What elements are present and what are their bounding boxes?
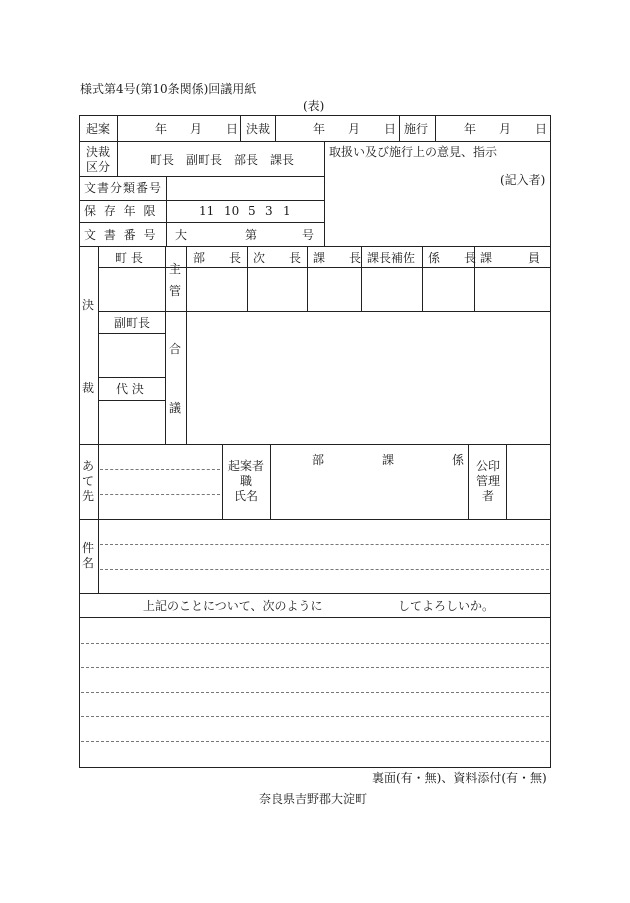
hozon-value-11: 11 xyxy=(199,204,215,218)
opinion-label: 取扱い及び施行上の意見、指示 xyxy=(329,145,498,159)
col-kacho: 課 長 xyxy=(313,251,362,265)
col-jicho: 次 長 xyxy=(253,251,302,265)
kian-label: 起案 xyxy=(86,122,111,136)
kenmei-label: 件名 xyxy=(81,541,94,570)
hozon-value-5: 5 xyxy=(248,204,256,218)
kessai-kubun-label: 決裁 区分 xyxy=(86,145,111,174)
koin-kanrisha-label: 公印 管理 者 xyxy=(475,459,500,503)
hozon-label: 保 存 年 限 xyxy=(84,204,158,218)
atesaki-label: あて先 xyxy=(81,459,94,503)
recorder-label: (記入者) xyxy=(500,173,546,187)
shiko-month: 月 xyxy=(499,122,512,136)
shukan-top: 主 xyxy=(169,262,182,276)
kian-year: 年 xyxy=(155,122,168,136)
kian-day: 日 xyxy=(226,122,239,136)
shiko-year: 年 xyxy=(464,122,477,136)
bangou-daiji: 第 xyxy=(245,228,258,242)
bunrui-label: 文書分類番号 xyxy=(84,181,163,195)
col-kacho-hosa: 課長補佐 xyxy=(367,251,416,265)
hozon-value-10: 10 xyxy=(224,204,240,218)
addr-ka: 課 xyxy=(382,453,395,467)
chocho-label: 町 長 xyxy=(115,251,143,265)
addr-kakari: 係 xyxy=(452,453,465,467)
aigi-bottom: 議 xyxy=(169,401,182,415)
request-text-a: 上記のことについて、次のように xyxy=(143,599,323,613)
side-label: (表) xyxy=(303,99,325,113)
form-title: 様式第4号(第10条関係)回議用紙 xyxy=(80,82,257,96)
kessai-year: 年 xyxy=(313,122,326,136)
shukan-bottom: 管 xyxy=(169,284,182,298)
col-bucho: 部 長 xyxy=(193,251,242,265)
town-name: 奈良県吉野郡大淀町 xyxy=(259,792,368,806)
kessai-side-bottom: 裁 xyxy=(82,381,95,395)
request-text-b: してよろしいか。 xyxy=(398,599,495,613)
bangou-label: 文 書 番 号 xyxy=(84,228,158,242)
shiko-label: 施行 xyxy=(404,122,429,136)
fukuchocho-label: 副町長 xyxy=(114,316,151,330)
bangou-dai: 大 xyxy=(175,228,188,242)
kessai-day: 日 xyxy=(384,122,397,136)
hozon-value-3: 3 xyxy=(265,204,273,218)
col-kain: 課 員 xyxy=(480,251,541,265)
col-kakaricho: 係 長 xyxy=(428,251,477,265)
kessai-side-top: 決 xyxy=(82,298,95,312)
kessai-kubun-value: 町長 副町長 部長 課長 xyxy=(150,153,295,167)
kiansha-label: 起案者 職 氏名 xyxy=(227,459,264,503)
daiketsu-label: 代 決 xyxy=(116,382,144,396)
shiko-day: 日 xyxy=(535,122,548,136)
kian-month: 月 xyxy=(190,122,203,136)
kessai-month: 月 xyxy=(348,122,361,136)
hozon-value-1: 1 xyxy=(283,204,291,218)
attachment-note: 裏面(有・無)、資料添付(有・無) xyxy=(372,771,547,785)
bangou-gou: 号 xyxy=(302,228,315,242)
kessai-label: 決裁 xyxy=(246,122,271,136)
aigi-top: 合 xyxy=(169,342,182,356)
addr-bu: 部 xyxy=(312,453,325,467)
